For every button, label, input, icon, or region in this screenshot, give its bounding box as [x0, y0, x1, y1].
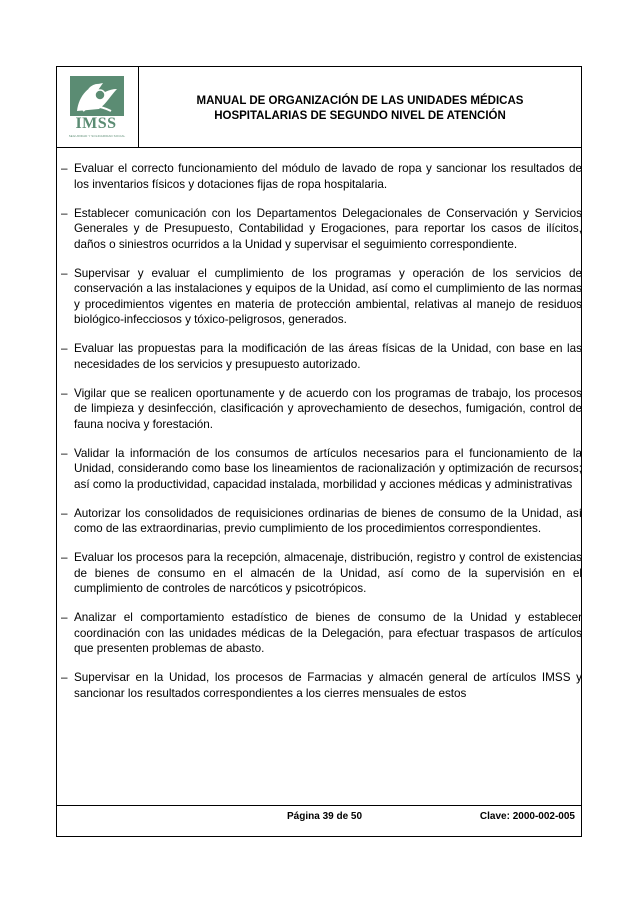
page-number: Página 39 de 50 — [287, 811, 363, 822]
list-item-text: Establecer comunicación con los Departamentos Delegacionales de Conservación y Servicios Generales y de Presupuesto, Contabilidad y Erogaciones, para reportar los casos de ilícitos, daños o siniestros ocurridos a la Unidad y supervisar el seguimiento correspondiente. — [74, 206, 582, 251]
list-item — [61, 161, 582, 192]
list-dash: – — [61, 506, 68, 520]
list-item — [61, 550, 582, 597]
document-title — [139, 94, 581, 124]
page-frame — [56, 66, 582, 837]
list-dash: – — [61, 206, 68, 220]
list-item — [61, 446, 582, 493]
title-line-2: HOSPITALARIAS DE SEGUNDO NIVEL DE ATENCIÓN — [214, 110, 506, 122]
document-footer — [57, 805, 581, 836]
list-dash: – — [61, 162, 68, 175]
list-item-text: Autorizar los consolidados de requisiciones ordinarias de bienes de consumo de la Unidad, así como de las extraordinarias, previo cumplimiento de los procedimientos correspondientes. — [74, 506, 582, 535]
list-item — [61, 266, 582, 328]
imss-eagle-logo-icon — [69, 75, 125, 117]
list-dash: – — [61, 671, 68, 684]
title-line-1: MANUAL DE ORGANIZACIÓN DE LAS UNIDADES MÉDICAS — [196, 95, 524, 107]
document-code: Clave: 2000-002-005 — [479, 811, 575, 822]
list-dash: – — [61, 266, 68, 280]
list-item — [61, 670, 582, 701]
list-item-text: Evaluar los procesos para la recepción, almacenaje, distribución, registro y control de existencias de bienes de consumo en el almacén de la Unidad, así como de la supervisión en el cumplimiento de controles de narcóticos y psicotrópicos. — [74, 551, 582, 595]
function-list — [61, 161, 582, 715]
list-dash: – — [61, 611, 68, 624]
list-dash: – — [61, 386, 68, 400]
document-header — [57, 67, 581, 148]
list-dash: – — [61, 342, 68, 355]
logo-tagline: SEGURIDAD Y SOLIDARIDAD SOCIAL — [68, 134, 126, 138]
list-item-text: Vigilar que se realicen oportunamente y de acuerdo con los programas de trabajo, los procesos de limpieza y desinfección, clasificación y aprovechamiento de desechos, fumigación, control de fauna nociva y forestación. — [74, 386, 582, 431]
list-item — [61, 610, 582, 657]
list-dash: – — [61, 551, 68, 564]
list-item-text: Evaluar las propuestas para la modificación de las áreas físicas de la Unidad, con base en las necesidades de los servicios y presupuesto autorizado. — [74, 342, 582, 371]
list-item-text: Validar la información de los consumos de artículos necesarios para el funcionamiento de la Unidad, considerando como base los lineamientos de racionalización y optimización de recursos; así como la productividad, capacidad instalada, morbilidad y acciones médicas y administrativas — [74, 446, 582, 491]
list-item-text: Evaluar el correcto funcionamiento del módulo de lavado de ropa y sancionar los resultados de los inventarios físicos y dotaciones fijas de ropa hospitalaria. — [74, 162, 582, 191]
list-item — [61, 386, 582, 433]
list-item — [61, 341, 582, 372]
list-item-text: Supervisar y evaluar el cumplimiento de los programas y operación de los servicios de conservación a las instalaciones y equipos de la Unidad, así como el cumplimiento de las normas y procedimientos vigentes en materia de protección ambiental, relativas al manejo de residuos biológico-infecciosos y tóxico-peligrosos, generados. — [74, 266, 582, 326]
list-dash: – — [61, 446, 68, 460]
logo-cell — [57, 67, 139, 147]
list-item-text: Analizar el comportamiento estadístico de bienes de consumo de la Unidad y establecer coordinación con las unidades médicas de la Delegación, para efectuar traspasos de artículos que presenten problemas de abasto. — [74, 611, 582, 655]
list-item — [61, 506, 582, 537]
list-item-text: Supervisar en la Unidad, los procesos de Farmacias y almacén general de artículos IMSS y sancionar los resultados correspondientes a los cierres mensuales de estos — [74, 671, 582, 700]
logo-text: IMSS — [75, 115, 117, 132]
list-item — [61, 206, 582, 253]
